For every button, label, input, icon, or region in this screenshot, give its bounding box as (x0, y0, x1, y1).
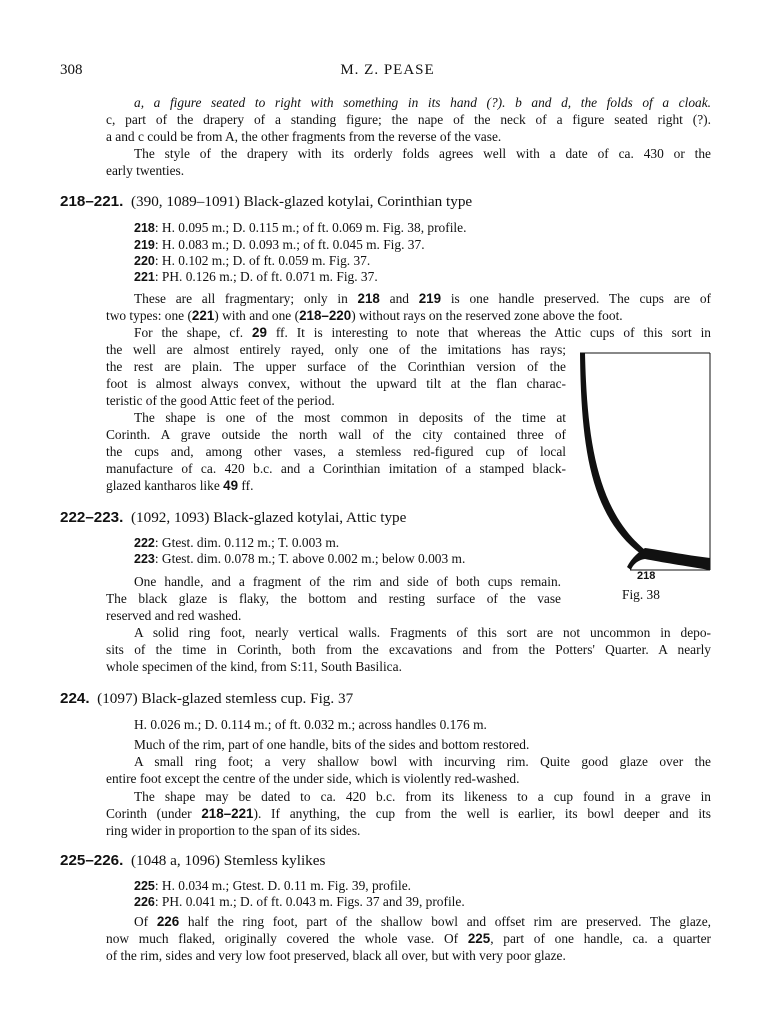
para-225-line-2: now much flaked, originally covered the whole vase. Of 225, part of one handle, ca. a quarter (106, 931, 711, 946)
intro-line-4: The style of the drapery with its orderly folds agrees well with a date of ca. 430 or the (134, 146, 711, 161)
para-218-line-2: two types: one (221) with and one (218–220) without rays on the reserved zone above the foot. (106, 308, 623, 323)
dim-line-225: 225: H. 0.034 m.; Gtest. D. 0.11 m. Fig. 39, profile. (134, 878, 412, 893)
para-222-2-line-3: whole specimen of the kind, from S:11, South Basilica. (106, 659, 402, 674)
catalogue-number: 225–226. (60, 852, 124, 869)
para-224-1: Much of the rim, part of one handle, bits of the sides and bottom restored. (134, 737, 530, 752)
section-heading-218 (60, 193, 472, 211)
para-218-2-line-3: the rest are plain. The upper surface of the Corinthian version of the (106, 359, 566, 374)
section-heading-222 (60, 509, 406, 527)
page-number: 308 (60, 62, 83, 78)
para-224-2-line-1: A small ring foot; a very shallow bowl with incurving rim. Quite good glaze over the (134, 754, 711, 769)
section-title: (1097) Black-glazed stemless cup. Fig. 37 (97, 690, 354, 707)
section-title: (1092, 1093) Black-glazed kotylai, Attic type (130, 509, 407, 526)
intro-line-5: early twenties. (106, 163, 185, 178)
dim-line-223: 223: Gtest. dim. 0.078 m.; T. above 0.002 m.; below 0.003 m. (134, 551, 466, 566)
para-222-line-3: reserved and red washed. (106, 608, 242, 623)
para-225-line-1: Of 226 half the ring foot, part of the shallow bowl and offset rim are preserved. The glaze, (134, 914, 712, 929)
profile-drawing-fig-38 (575, 350, 715, 580)
intro-line-1: a, a figure seated to right with something in its hand (?). b and d, the folds of a cloak. (134, 95, 711, 110)
catalogue-number: 224. (60, 690, 90, 707)
para-222-line-2: The black glaze is flaky, the bottom and resting surface of the vase (106, 591, 561, 606)
para-218-3-line-4: manufacture of ca. 420 b.c. and a Corinthian imitation of a stamped black- (106, 461, 566, 476)
para-224-3-line-1: The shape may be dated to ca. 420 b.c. from its likeness to a cup found in a grave in (134, 789, 711, 804)
dim-line-219: 219: H. 0.083 m.; D. 0.093 m.; of ft. 0.045 m. Fig. 37. (134, 237, 425, 252)
para-222-2-line-2: sits of the time in Corinth, both from the excavations and from the Potters' Quarter. A nearly (106, 642, 711, 657)
para-218-2-line-4: foot is almost always convex, without the upward tilt at the flan charac- (106, 376, 566, 391)
dim-line-226: 226: PH. 0.041 m.; D. of ft. 0.043 m. Figs. 37 and 39, profile. (134, 894, 465, 909)
para-218-2-line-1: For the shape, cf. 29 ff. It is interesting to note that whereas the Attic cups of this sort in (134, 325, 711, 340)
section-heading-225 (60, 852, 325, 870)
section-title: (390, 1089–1091) Black-glazed kotylai, Corinthian type (130, 193, 473, 210)
dim-line-224: H. 0.026 m.; D. 0.114 m.; of ft. 0.032 m.; across handles 0.176 m. (134, 717, 487, 732)
intro-line-2: c, part of the drapery of a standing figure; the nape of the neck of a figure seated right (?). (106, 112, 711, 127)
catalogue-number: 218–221. (60, 193, 124, 210)
intro-line-3: a and c could be from A, the other fragments from the reverse of the vase. (106, 129, 502, 144)
profile-wall (580, 353, 645, 557)
catalogue-number: 222–223. (60, 509, 124, 526)
para-218-line-1: These are all fragmentary; only in 218 and 219 is one handle preserved. The cups are of (134, 291, 711, 306)
para-224-3-line-3: ring wider in proportion to the span of its sides. (106, 823, 361, 838)
para-218-3-line-3: the cups and, among other vases, a stemless red-figured cup of local (106, 444, 566, 459)
para-218-3-line-1: The shape is one of the most common in deposits of the time at (134, 410, 566, 425)
para-218-3-line-5: glazed kantharos like 49 ff. (106, 478, 254, 493)
dim-line-222: 222: Gtest. dim. 0.112 m.; T. 0.003 m. (134, 535, 340, 550)
figure-caption: Fig. 38 (622, 587, 660, 602)
dim-line-220: 220: H. 0.102 m.; D. of ft. 0.059 m. Fig. 37. (134, 253, 371, 268)
dim-line-221: 221: PH. 0.126 m.; D. of ft. 0.071 m. Fig. 37. (134, 269, 378, 284)
para-218-2-line-5: teristic of the good Attic feet of the period. (106, 393, 335, 408)
para-225-line-3: of the rim, sides and very low foot preserved, black all over, but with very poor glaze. (106, 948, 566, 963)
para-222-2-line-1: A solid ring foot, nearly vertical walls. Fragments of this sort are not uncommon in depo- (134, 625, 711, 640)
para-224-2-line-2: entire foot except the centre of the under side, which is violently red-washed. (106, 771, 520, 786)
running-head: M. Z. PEASE (340, 62, 435, 78)
para-224-3-line-2: Corinth (under 218–221). If anything, the cup from the well is earlier, its bowl deeper and its (106, 806, 711, 821)
section-heading-224 (60, 690, 353, 708)
dim-line-218: 218: H. 0.095 m.; D. 0.115 m.; of ft. 0.069 m. Fig. 38, profile. (134, 220, 467, 235)
section-title: (1048 a, 1096) Stemless kylikes (130, 852, 326, 869)
para-222-line-1: One handle, and a fragment of the rim and side of both cups remain. (134, 574, 561, 589)
para-218-2-line-2: the well are almost entirely rayed, only one of the imitations has rays; (106, 342, 566, 357)
figure-profile-label: 218 (637, 570, 656, 582)
para-218-3-line-2: Corinth. A grave outside the north wall of the city contained three of (106, 427, 566, 442)
